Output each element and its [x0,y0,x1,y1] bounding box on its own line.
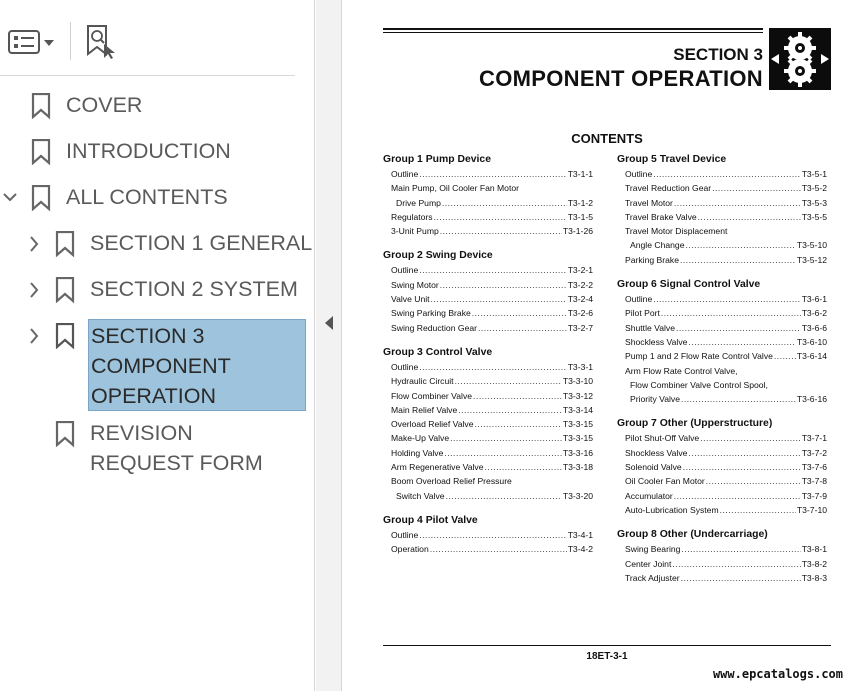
toc-entry-page: T3-2-7 [567,322,593,333]
bookmark-icon [31,139,51,165]
toc-entry[interactable] [617,557,827,571]
toc-entry-page: T3-5-3 [801,197,827,208]
toc-entry[interactable] [617,321,827,335]
toc-entry-page: T3-6-6 [801,322,827,333]
toc-entry[interactable] [383,306,593,320]
leader-dots [419,360,566,374]
bookmark-find-icon [84,22,120,60]
toc-entry-text: Arm Regenerative Valve [391,462,484,473]
toc-entry[interactable] [617,196,827,210]
toc-entry-text: Track Adjuster [625,572,680,583]
section-title: COMPONENT OPERATION [479,66,763,91]
toc-entry[interactable] [617,210,827,224]
bookmarks-panel [0,0,315,691]
bookmark-label: COVER [66,93,143,117]
toc-entry-text: Hydraulic Circuit [391,376,454,387]
toc-entry-text: Accumulator [625,490,673,501]
footer-page-number: 18ET-3-1 [586,651,628,662]
bookmark-section-1[interactable] [0,228,313,262]
bookmark-icon [31,185,51,211]
toc-entry-text: Priority Valve [630,394,680,405]
toc-entry-text: Angle Change [630,240,685,251]
bookmark-icon [55,231,75,257]
watermark: www.epcatalogs.com [712,667,843,681]
toc-entry-text: Pilot Shut-Off Valve [625,433,700,444]
toc-entry[interactable] [383,360,593,374]
leader-dots [774,349,796,363]
toc-group-title: Group 8 Other (Undercarriage) [617,529,768,541]
toc-group-title: Group 1 Pump Device [383,154,491,165]
toc-entry-page: T3-4-1 [567,529,593,540]
toc-group [383,153,593,238]
toc-entry[interactable] [617,167,827,181]
toc-entry-text: Arm Flow Rate Control Valve, [625,365,738,376]
toc-entry-text: Shuttle Valve [625,322,676,333]
toc-entry[interactable] [617,431,827,445]
leader-dots [419,167,566,181]
toc-entry[interactable] [383,224,593,238]
leader-dots [680,253,796,267]
toc-entry[interactable] [383,196,593,210]
header-rule [383,28,763,30]
toc-entry-text: Operation [391,544,429,555]
panel-splitter[interactable] [316,0,342,691]
toc-entry[interactable] [383,210,593,224]
toc-entry[interactable] [383,489,593,503]
toc-group-title: Group 7 Other (Upperstructure) [617,418,773,430]
leader-dots [653,292,800,306]
toc-entry-page: T3-7-10 [796,504,827,515]
bookmark-icon [55,323,75,349]
toc-entry[interactable] [383,403,593,417]
toc-entry-page: T3-2-2 [567,279,593,290]
toc-entry-text: Drive Pump [396,197,441,208]
toc-entry-page: T3-3-1 [567,361,593,372]
bookmark-revision-request[interactable] [0,418,300,480]
toc-entry-text: Outline [391,265,419,276]
toc-entry[interactable] [383,474,593,488]
leader-dots [688,335,795,349]
toc-entry[interactable] [617,224,827,238]
toc-entry-page: T3-7-8 [801,476,827,487]
leader-dots [681,571,801,585]
bookmark-icon [31,93,51,119]
toc-entry[interactable] [617,238,827,252]
leader-dots [688,446,800,460]
gears-emblem [769,28,831,90]
chevron-right-icon[interactable] [26,234,42,254]
toc-entry-text: Parking Brake [625,254,679,265]
toc-entry-page: T3-6-16 [796,394,827,405]
toc-entry-page: T3-7-6 [801,462,827,473]
gears-icon [769,28,831,90]
leader-dots [674,489,801,503]
toc-entry-text: Outline [625,169,653,179]
bookmark-section-2[interactable] [0,274,300,308]
toc-entry-page: T3-7-9 [801,490,827,501]
toc-entry[interactable] [383,431,593,445]
toc-entry[interactable] [383,374,593,388]
toc-entry[interactable] [383,417,593,431]
toc-entry-page: T3-5-12 [796,254,827,265]
toc-entry[interactable] [383,321,593,335]
toc-entry[interactable] [617,181,827,195]
toc-entry-text: Pilot Port [625,308,660,319]
leader-dots [478,321,567,335]
toc-entry-text: Holding Valve [391,447,444,458]
toc-entry-text: Make-Up Valve [391,433,450,444]
leader-dots [440,224,562,238]
toc-group-title: Group 6 Signal Control Valve [617,279,761,291]
toc-entry[interactable] [617,364,827,378]
toc-entry-text: Solenoid Valve [625,462,682,473]
leader-dots [653,167,800,181]
toc-entry-page: T3-2-4 [567,294,593,305]
toc-entry-page: T3-1-1 [567,169,593,179]
toc-entry[interactable] [617,378,827,392]
toc-entry-page: T3-5-5 [801,211,827,222]
toc-entry-text: Swing Motor [391,279,439,290]
toc-entry-text: Shockless Valve [625,447,688,458]
toc-entry-page: T3-7-2 [801,447,827,458]
bookmark-label: ALL CONTENTS [66,185,228,209]
toc-entry[interactable] [617,392,827,406]
toc-entry[interactable] [617,292,827,306]
list-options-icon [6,22,60,60]
leader-dots [440,278,567,292]
chevron-right-icon[interactable] [26,280,42,300]
toc-entry-page: T3-8-1 [801,544,827,555]
leader-dots [676,321,801,335]
leader-dots [720,503,796,517]
toc-entry[interactable] [617,335,827,349]
toc-entry-page: T3-2-6 [567,308,593,319]
toc-group [617,153,827,267]
toc-group [383,346,593,503]
toc-entry-page: T3-8-2 [801,558,827,569]
collapse-panel-icon[interactable] [322,313,336,333]
bookmarks-toolbar [0,0,315,80]
toc-entry[interactable] [617,306,827,320]
toc-entry-text: Auto-Lubrication System [625,504,719,515]
toc-entry-text: Swing Reduction Gear [391,322,477,333]
footer-rule [383,645,831,646]
toc-group-title: Group 2 Swing Device [383,250,493,262]
leader-dots [681,542,800,556]
toc-entry-text: Valve Unit [391,294,430,305]
toc-entry[interactable] [617,489,827,503]
leader-dots [661,306,801,320]
toc-entry-page: T3-6-14 [796,351,827,362]
toc-entry[interactable] [383,181,593,195]
toc-entry-page: T3-3-20 [562,490,593,501]
toc-entry[interactable] [383,278,593,292]
leader-dots [473,389,562,403]
chevron-down-icon[interactable] [2,188,18,208]
toc-entry-page: T3-3-12 [562,390,593,401]
toolbar-divider [0,75,295,76]
leader-dots [419,263,566,277]
bookmark-label: INTRODUCTION [66,139,231,163]
toc-entry[interactable] [617,446,827,460]
leader-dots [455,374,562,388]
contents-column-right [617,153,827,596]
toc-entry-text: Swing Bearing [625,544,681,555]
toc-entry-page: T3-3-18 [562,462,593,473]
toc-entry-text: Switch Valve [396,490,445,501]
toc-entry-text: Flow Combiner Valve Control Spool, [630,379,768,390]
leader-dots [681,392,796,406]
bookmark-introduction[interactable] [0,136,300,170]
toc-entry-page: T3-1-5 [567,211,593,222]
toc-entry-text: Outline [391,169,419,179]
toc-entry-page: T3-1-26 [562,226,593,237]
toc-group-title: Group 5 Travel Device [617,154,727,165]
toc-entry[interactable] [383,542,593,556]
bookmark-icon [55,421,75,447]
toc-entry-page: T3-2-1 [567,265,593,276]
toc-entry-page: T3-8-3 [801,572,827,583]
toc-entry-text: Outline [391,529,419,540]
leader-dots [431,292,567,306]
toc-entry-text: Flow Combiner Valve [391,390,473,401]
toc-entry[interactable] [617,542,827,556]
toc-group [383,249,593,334]
bookmark-label: SECTION 2 SYSTEM [90,277,298,301]
leader-dots [430,542,567,556]
toc-entry-page: T3-1-2 [567,197,593,208]
leader-dots [698,210,801,224]
toc-entry-text: Travel Brake Valve [625,211,697,222]
toc-entry[interactable] [383,167,593,181]
toc-entry-page: T3-5-1 [801,169,827,179]
toc-entry[interactable] [617,253,827,267]
leader-dots [472,306,567,320]
toc-group [617,528,827,585]
toolbar-separator [70,22,71,60]
toc-entry-text: Main Pump, Oil Cooler Fan Motor [391,183,519,194]
toc-entry-page: T3-5-10 [796,240,827,251]
toc-entry-page: T3-3-16 [562,447,593,458]
toc-entry[interactable] [383,263,593,277]
toc-entry-page: T3-7-1 [801,433,827,444]
leader-dots [712,181,801,195]
toc-entry-text: Travel Reduction Gear [625,183,712,194]
leader-dots [700,431,800,445]
bookmark-icon [55,277,75,303]
leader-dots [685,238,795,252]
leader-dots [419,528,566,542]
toc-entry-page: T3-3-10 [562,376,593,387]
toc-entry-text: Regulators [391,211,433,222]
toc-entry[interactable] [617,474,827,488]
toc-entry[interactable] [617,460,827,474]
toc-entry-text: Overload Relief Valve [391,419,474,430]
leader-dots [444,446,562,460]
contents-column-left [383,153,593,568]
options-menu-button[interactable] [6,22,60,60]
toc-group [383,514,593,557]
bookmark-all-contents[interactable] [0,182,300,216]
toc-entry[interactable] [383,389,593,403]
toc-entry-text: Outline [625,294,653,305]
toc-entry-text: Center Joint [625,558,672,569]
bookmark-label: SECTION 1 GENERAL [90,231,313,255]
contents-heading: CONTENTS [571,131,643,146]
toc-entry-text: Oil Cooler Fan Motor [625,476,705,487]
toc-entry-text: Shockless Valve [625,336,688,347]
leader-dots [446,489,562,503]
leader-dots [434,210,567,224]
bookmark-label-selected: SECTION 3 COMPONENT OPERATION [88,319,306,411]
toc-entry[interactable] [617,349,827,363]
bookmark-cover[interactable] [0,90,300,124]
bookmark-section-3[interactable] [0,319,310,413]
toc-entry-text: Outline [391,361,419,372]
leader-dots [672,557,800,571]
leader-dots [442,196,567,210]
toc-entry[interactable] [383,446,593,460]
toc-entry-page: T3-6-1 [801,294,827,305]
chevron-right-icon[interactable] [26,326,42,346]
toc-group-title: Group 3 Control Valve [383,346,493,358]
toc-group-title: Group 4 Pilot Valve [383,514,478,526]
toc-entry[interactable] [383,460,593,474]
toc-entry-text: Boom Overload Relief Pressure [391,476,512,487]
toc-entry-text: Main Relief Valve [391,404,458,415]
toc-entry-page: T3-3-14 [562,404,593,415]
document-page [343,0,865,691]
section-label: SECTION 3 [673,45,763,64]
toc-group [617,278,827,406]
toc-entry-text: Travel Motor Displacement [625,226,728,237]
toc-entry-page: T3-4-2 [567,544,593,555]
toc-entry-text: Travel Motor [625,197,673,208]
toc-entry-page: T3-6-10 [796,336,827,347]
toc-entry[interactable] [617,571,827,585]
leader-dots [706,474,801,488]
leader-dots [450,431,562,445]
toc-entry-page: T3-6-2 [801,308,827,319]
leader-dots [683,460,801,474]
leader-dots [458,403,562,417]
toc-entry[interactable] [383,528,593,542]
toc-entry[interactable] [617,503,827,517]
chevron-down-icon [44,40,54,46]
toc-entry-text: Swing Parking Brake [391,308,471,319]
toc-group [617,417,827,517]
toc-entry[interactable] [383,292,593,306]
bookmark-label: REVISION REQUEST FORM [90,421,263,475]
toc-entry-page: T3-3-15 [562,433,593,444]
toc-entry-page: T3-5-2 [801,183,827,194]
leader-dots [485,460,562,474]
leader-dots [474,417,561,431]
find-bookmark-button[interactable] [84,22,120,60]
toc-entry-text: Pump 1 and 2 Flow Rate Control Valve [625,351,773,362]
leader-dots [674,196,801,210]
header-rule [383,32,763,33]
toc-entry-text: 3-Unit Pump [391,226,439,237]
toc-entry-page: T3-3-15 [562,419,593,430]
